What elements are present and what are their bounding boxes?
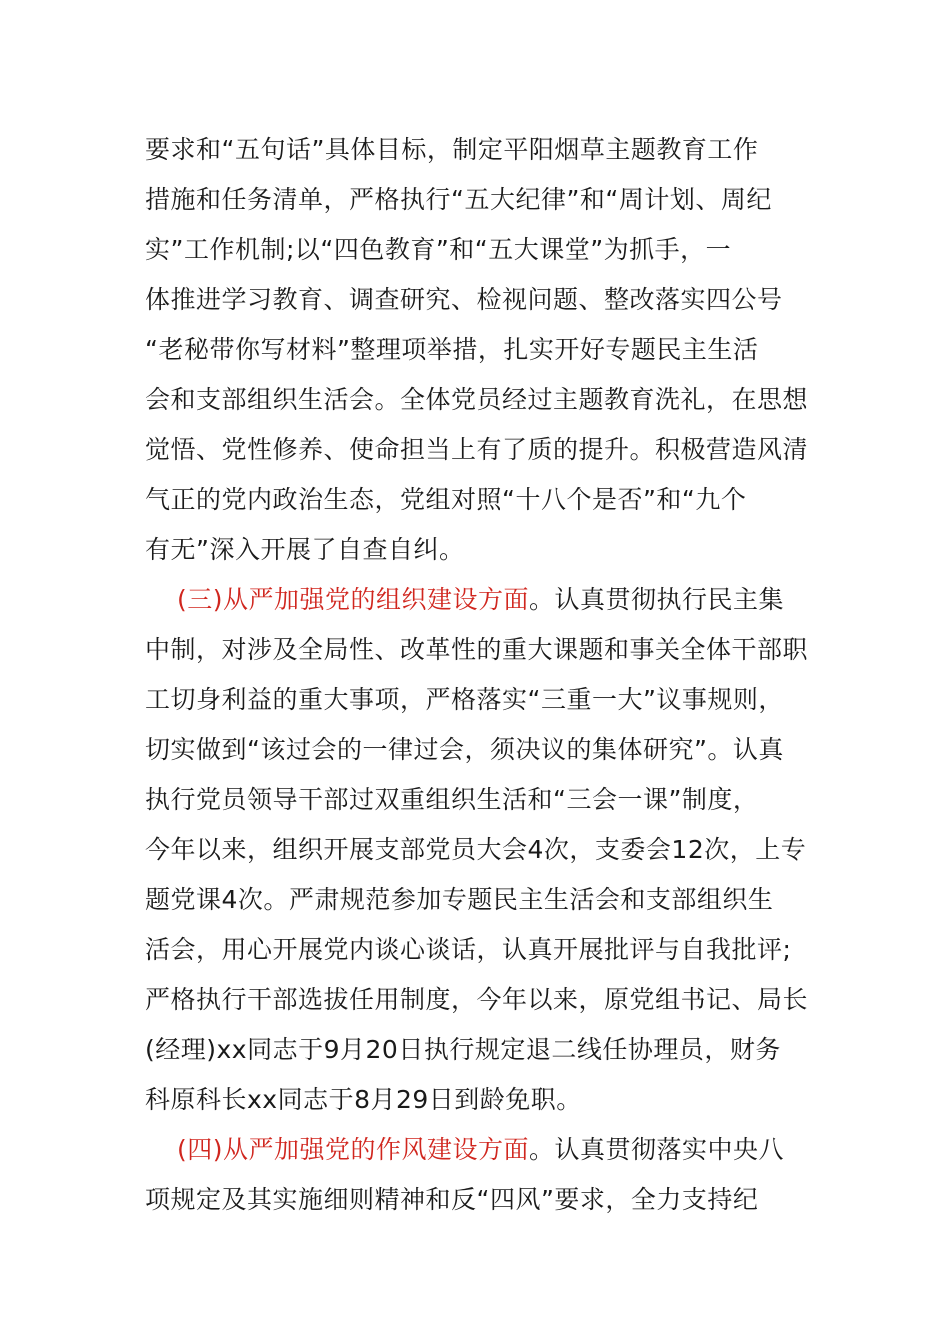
section-4-first-line-text: 。认真贯彻落实中央八 xyxy=(529,1135,785,1164)
paragraph-line: 要求和“五句话”具体目标，制定平阳烟草主题教育工作 xyxy=(145,135,759,164)
section-4-heading: (四)从严加强党的作风建设方面 xyxy=(177,1135,530,1164)
paragraph-line: 切实做到“该过会的一律过会，须决议的集体研究”。认真 xyxy=(145,735,784,764)
paragraph-line: 体推进学习教育、调查研究、检视问题、整改落实四公号 xyxy=(145,285,783,314)
paragraph-line: 工切身利益的重大事项，严格落实“三重一大”议事规则， xyxy=(145,685,784,714)
section-3-first-line xyxy=(177,575,805,625)
paragraph-line: 项规定及其实施细则精神和反“四风”要求，全力支持纪 xyxy=(145,1185,759,1214)
paragraph-line: 科原科长xx同志于8月29日到龄免职。 xyxy=(145,1085,582,1114)
section-4-first-line xyxy=(177,1125,805,1175)
paragraph-line: 执行党员领导干部过双重组织生活和“三会一课”制度， xyxy=(145,785,759,814)
paragraph-line: 气正的党内政治生态，党组对照“十八个是否”和“九个 xyxy=(145,485,747,514)
paragraph-line: 中制，对涉及全局性、改革性的重大课题和事关全体干部职 xyxy=(145,635,809,664)
paragraph-line: 实”工作机制;以“四色教育”和“五大课堂”为抓手，一 xyxy=(145,235,732,264)
paragraph-line: 觉悟、党性修养、使命担当上有了质的提升。积极营造风清 xyxy=(145,435,809,464)
paragraph-line: “老秘带你写材料”整理项举措，扎实开好专题民主生活 xyxy=(145,335,759,364)
paragraph-line: 有无”深入开展了自查自纠。 xyxy=(145,535,465,564)
section-3-heading: (三)从严加强党的组织建设方面 xyxy=(177,585,530,614)
paragraph-line: 措施和任务清单，严格执行“五大纪律”和“周计划、周纪 xyxy=(145,185,772,214)
paragraph-line: 题党课4次。严肃规范参加专题民主生活会和支部组织生 xyxy=(145,885,774,914)
section-3-first-line-text: 。认真贯彻执行民主集 xyxy=(529,585,785,614)
paragraph-line: 今年以来，组织开展支部党员大会4次，支委会12次，上专 xyxy=(145,835,807,864)
paragraph-line: 严格执行干部选拔任用制度，今年以来，原党组书记、局长 xyxy=(145,985,809,1014)
paragraph-line: 活会，用心开展党内谈心谈话，认真开展批评与自我批评; xyxy=(145,935,792,964)
paragraph-line: 会和支部组织生活会。全体党员经过主题教育洗礼，在思想 xyxy=(145,385,809,414)
paragraph-line: (经理)xx同志于9月20日执行规定退二线任协理员，财务 xyxy=(145,1035,781,1064)
